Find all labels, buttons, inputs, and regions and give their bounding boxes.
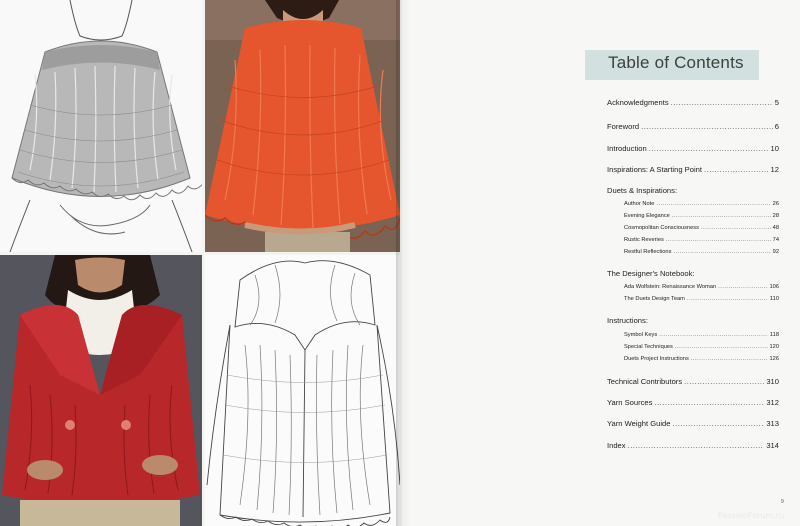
toc-subentry-label: Restful Reflections [624, 249, 672, 255]
toc-entry [607, 165, 779, 174]
toc-subentry-page: 126 [769, 356, 779, 362]
watermark: PassionForum.ru [718, 511, 785, 520]
page-number: 9 [781, 499, 784, 505]
toc-entry [607, 419, 779, 428]
toc-subentry [624, 237, 779, 243]
toc-subentry [624, 332, 779, 338]
toc-section-heading-instructions: Instructions: [607, 316, 648, 325]
toc-entry [607, 144, 779, 153]
toc-subentry-label: Evening Elegance [624, 213, 670, 219]
toc-subentry-label: Author Note [624, 201, 655, 207]
toc-entry [607, 122, 779, 131]
toc-entry-label: Yarn Sources [607, 398, 653, 407]
toc-subentry-label: The Duets Design Team [624, 296, 685, 302]
toc-subentry-label: Cosmopolitan Consciousness [624, 225, 699, 231]
toc-entry-label: Index [607, 441, 626, 450]
toc-subentry-page: 74 [772, 237, 779, 243]
toc-entry [607, 441, 779, 450]
toc-subentry-page: 106 [769, 284, 779, 290]
toc-subentry [624, 249, 779, 255]
toc-subentry-label: Special Techniques [624, 344, 673, 350]
toc-section-heading-duets: Duets & Inspirations: [607, 186, 678, 195]
toc-subentry-page: 110 [769, 296, 779, 302]
toc-subentry [624, 201, 779, 207]
toc-subentry-page: 28 [772, 213, 779, 219]
toc-section-heading-notebook: The Designer's Notebook: [607, 269, 695, 278]
toc-entry-page: 5 [774, 98, 779, 107]
toc-subentry [624, 296, 779, 302]
toc-entry-label: Introduction [607, 144, 647, 153]
toc-entry-label: Acknowledgments [607, 98, 669, 107]
toc-entry [607, 98, 779, 107]
toc-subentry-page: 92 [772, 249, 779, 255]
toc-subentry-label: Symbol Keys [624, 332, 658, 338]
toc-entry [607, 377, 779, 386]
book-gutter [396, 0, 410, 526]
toc-entry-page: 310 [766, 377, 779, 386]
toc-subentry [624, 356, 779, 362]
toc-subentry-label: Ada Wolfstein: Renaissance Woman [624, 284, 717, 290]
toc-subentry [624, 213, 779, 219]
toc-entry-page: 313 [766, 419, 779, 428]
toc-entry-page: 314 [766, 441, 779, 450]
toc-entry-page: 6 [774, 122, 779, 131]
toc-entry-page: 10 [770, 144, 779, 153]
orange-poncho-photo [205, 0, 400, 252]
toc-entry [607, 398, 779, 407]
capelet-sketch [0, 0, 202, 252]
red-jacket-photo [0, 255, 202, 526]
toc-subentry [624, 225, 779, 231]
toc-subentry-page: 120 [769, 344, 779, 350]
toc-entry-label: Inspirations: A Starting Point [607, 165, 702, 174]
toc-subentry-page: 48 [772, 225, 779, 231]
toc-subentry-label: Rustic Reveries [624, 237, 664, 243]
toc-subentry-page: 26 [772, 201, 779, 207]
toc-entry-label: Technical Contributors [607, 377, 683, 386]
toc-subentry [624, 344, 779, 350]
toc-subentry-page: 118 [769, 332, 779, 338]
toc-entry-page: 12 [770, 165, 779, 174]
toc-entry-page: 312 [766, 398, 779, 407]
toc-subentry [624, 284, 779, 290]
page-title: Table of Contents [608, 53, 744, 72]
jacket-sketch [205, 255, 400, 526]
toc-subentry-label: Duets Project Instructions [624, 356, 689, 362]
toc-entry-label: Foreword [607, 122, 640, 131]
toc-entry-label: Yarn Weight Guide [607, 419, 671, 428]
